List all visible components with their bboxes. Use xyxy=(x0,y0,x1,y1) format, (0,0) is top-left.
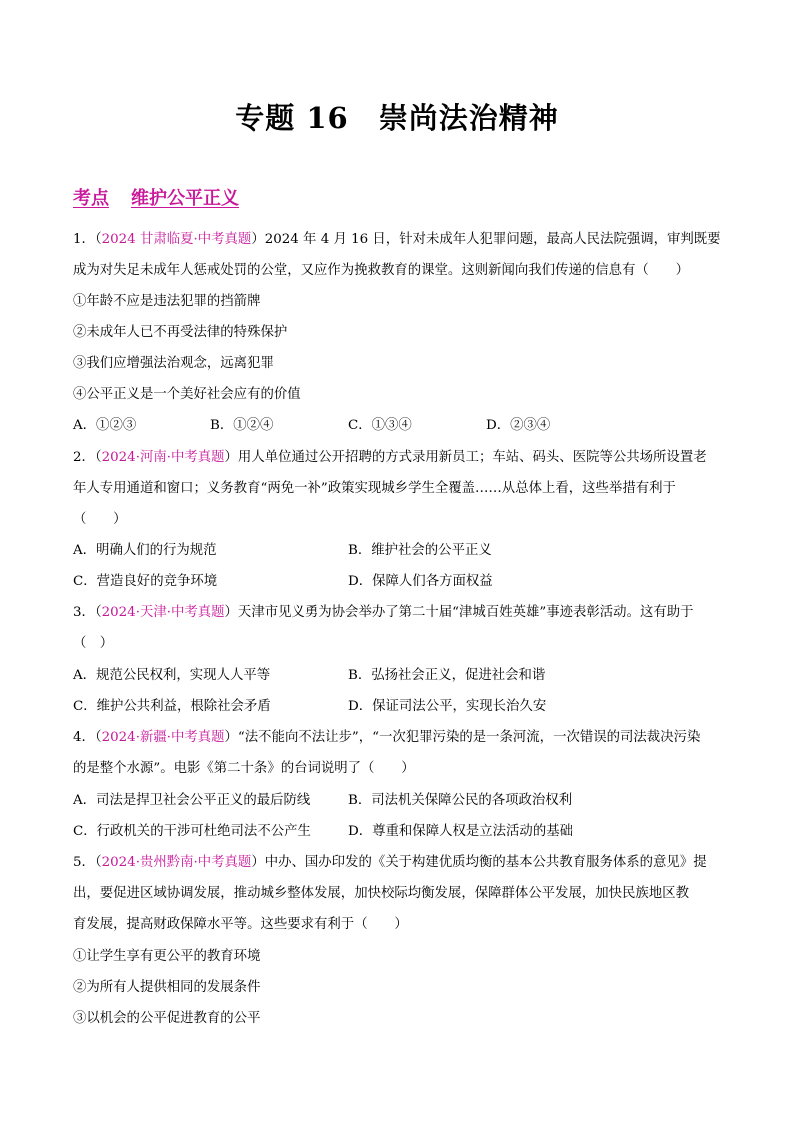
q4-number: 4．（ xyxy=(73,730,102,745)
q4-option-d: D．尊重和保障人权是立法活动的基础 xyxy=(348,824,573,839)
q4-option-b: B．司法机关保障公民的各项政治权利 xyxy=(348,793,573,808)
q3-text-1: ）天津市见义勇为协会举办了第二十届“津城百姓英雄”事迹表彰活动。这有助于 xyxy=(224,605,694,620)
q3-option-b: B．弘扬社会正义，促进社会和谐 xyxy=(348,668,546,683)
q1-text-1: ）2024 年 4 月 16 日，针对未成年人犯罪问题，最高人民法院强调，审判既要 xyxy=(251,232,721,247)
q2-option-b: B．维护社会的公平正义 xyxy=(348,543,492,558)
q5-statement-3: ③以机会的公平促进教育的公平 xyxy=(73,1011,261,1026)
q2-line-2: 年人专用通道和窗口；义务教育“两免一补”政策实现城乡学生全覆盖……从总体上看，这些举措有利于 xyxy=(73,481,676,496)
q4-source: 2024·新疆·中考真题 xyxy=(101,730,225,745)
q4-option-c: C．行政机关的干涉可杜绝司法不公产生 xyxy=(73,824,311,839)
q4-line-2: 的是整个水源”。电影《第二十条》的台词说明了（ ） xyxy=(73,761,415,776)
section-text: 维护公平正义 xyxy=(131,188,239,209)
q2-source: 2024·河南·中考真题 xyxy=(101,450,225,465)
q1-option-b: B．①②④ xyxy=(210,418,274,433)
q3-option-a: A．规范公民权利，实现人人平等 xyxy=(73,668,271,683)
title-prefix: 专题 16 xyxy=(235,101,349,135)
q1-source: 2024 甘肃临夏·中考真题 xyxy=(101,232,252,247)
q5-statement-1: ①让学生享有更公平的教育环境 xyxy=(73,949,261,964)
q4-text-1: ）“法不能向不法让步”，“一次犯罪污染的是一条河流，一次错误的司法裁决污染 xyxy=(224,730,701,745)
q2-option-c: C．营造良好的竞争环境 xyxy=(73,574,218,589)
q2-text-1: ）用人单位通过公开招聘的方式录用新员工；车站、码头、医院等公共场所设置老 xyxy=(224,450,707,465)
q5-line-1 xyxy=(73,851,733,870)
q2-option-a: A．明确人们的行为规范 xyxy=(73,543,217,558)
q4-option-a: A．司法是捍卫社会公平正义的最后防线 xyxy=(73,793,311,808)
q2-line-3: （ ） xyxy=(73,512,127,527)
q1-option-a: A．①②③ xyxy=(73,418,137,433)
q3-option-c: C．维护公共利益，根除社会矛盾 xyxy=(73,699,271,714)
q1-option-c: C．①③④ xyxy=(348,418,412,433)
q4-line-1 xyxy=(73,726,733,745)
q1-statement-2: ②未成年人已不再受法律的特殊保护 xyxy=(73,325,288,340)
q1-statement-4: ④公平正义是一个美好社会应有的价值 xyxy=(73,387,301,402)
q5-line-2: 出，要促进区域协调发展，推动城乡整体发展，加快校际均衡发展，保障群体公平发展，加快民族地区教 xyxy=(73,886,689,901)
q3-number: 3．（ xyxy=(73,605,102,620)
q5-source: 2024·贵州黔南·中考真题 xyxy=(101,855,252,870)
q3-line-2: （ ） xyxy=(73,636,114,651)
q5-statement-2: ②为所有人提供相同的发展条件 xyxy=(73,980,261,995)
q1-option-d: D．②③④ xyxy=(486,418,551,433)
q1-line-2: 成为对失足未成年人惩戒处罚的公堂，又应作为挽救教育的课堂。这则新闻向我们传递的信息有（ ） xyxy=(73,263,689,278)
q1-number: 1．（ xyxy=(73,232,102,247)
title-text: 崇尚法治精神 xyxy=(378,101,559,135)
q1-line-1 xyxy=(73,228,733,247)
q1-statement-1: ①年龄不应是违法犯罪的挡箭牌 xyxy=(73,294,261,309)
q5-line-3: 育发展，提高财政保障水平等。这些要求有利于（ ） xyxy=(73,917,408,932)
q5-text-1: ）中办、国办印发的《关于构建优质均衡的基本公共教育服务体系的意见》提 xyxy=(251,855,707,870)
q3-source: 2024·天津·中考真题 xyxy=(101,605,225,620)
q2-number: 2．（ xyxy=(73,450,102,465)
section-heading xyxy=(73,184,239,210)
q1-statement-3: ③我们应增强法治观念，远离犯罪 xyxy=(73,356,274,371)
q2-line-1 xyxy=(73,446,733,465)
q3-option-d: D．保证司法公平，实现长治久安 xyxy=(348,699,547,714)
q3-line-1 xyxy=(73,601,733,620)
q5-number: 5．（ xyxy=(73,855,102,870)
page-title xyxy=(0,96,794,137)
section-label: 考点 xyxy=(73,188,109,209)
q2-option-d: D．保障人们各方面权益 xyxy=(348,574,493,589)
